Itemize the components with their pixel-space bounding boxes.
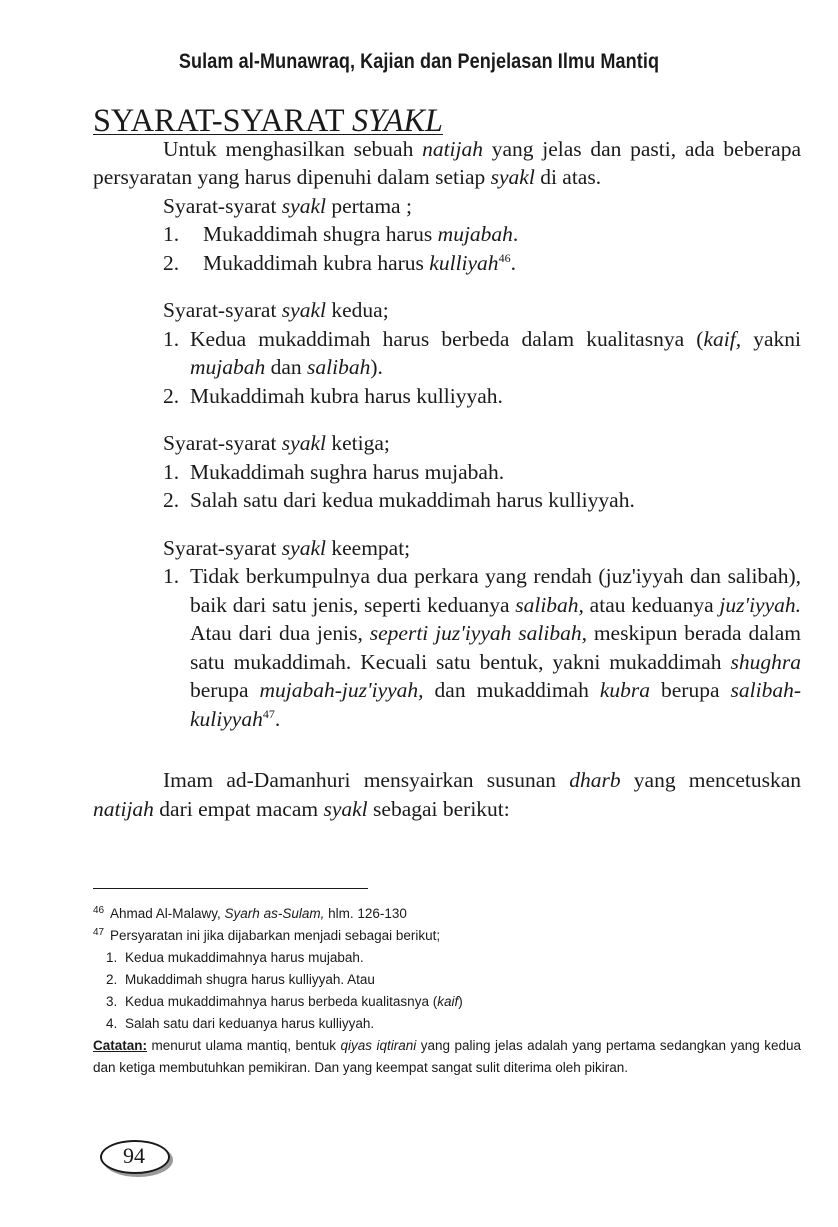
list-text: Salah satu dari kedua mukaddimah harus kulliyyah. [190,488,635,512]
group-heading-text: ketiga; [325,431,390,455]
group-heading-text: kedua; [325,298,389,322]
list-text: Kedua mukaddimah harus berbeda dalam kualitasnya ( [190,326,704,351]
closing-text: Imam ad-Damanhuri mensyairkan susunan [163,768,570,792]
section-title-italic: SYAKL [352,102,443,138]
list-italic: mujabah-juz'iyyah, [259,678,424,702]
condition-group-3 [93,429,801,515]
closing-italic: syakl [323,796,368,821]
footnote-text: Persyaratan ini jika dijabarkan menjadi sebagai berikut; [110,928,441,943]
list-text: . [274,706,281,731]
footnote-number: 46 [93,905,105,916]
footnote-list-text: ) [458,994,463,1009]
list-item [163,325,801,382]
footnote-number: 47 [93,927,105,938]
condition-group-1 [93,192,801,278]
list-item [163,486,801,515]
condition-list [163,325,801,411]
closing-paragraph [93,766,801,823]
list-text: ). [370,355,383,379]
list-text: dan mukaddimah [423,678,600,702]
note-italic: qiyas iqtirani [340,1038,417,1053]
group-heading-text: pertama ; [325,193,412,218]
list-italic: seperti juz'iyyah salibah, [369,621,587,645]
list-number: 2. [163,383,180,408]
running-header: Sulam al-Munawraq, Kajian dan Penjelasan Ilmu Mantiq [178,50,660,73]
list-text: meskipun berada dalam satu mukaddimah. Kecuali satu bentuk, yakni mukaddimah [190,621,801,674]
list-text: Mukaddimah sughra harus mujabah. [190,459,505,484]
footnote-list-text: Salah satu dari keduanya harus kulliyyah. [125,1016,375,1031]
footnote-ref-46[interactable]: 46 [498,250,511,265]
list-number: 1. [163,459,180,484]
group-heading-text: keempat; [325,535,411,560]
list-italic: kaif, [703,326,742,351]
page-number: 94 [123,1143,145,1168]
footnote-list-number: 1. [106,950,118,965]
footnote-list-item [93,991,801,1013]
group-heading [163,192,801,221]
group-heading [163,534,801,563]
main-content [93,102,802,823]
group-heading [163,296,801,325]
footnote-italic: Syarh as-Sulam, [224,906,325,921]
condition-list [163,220,801,277]
list-number: 2. [163,250,180,275]
group-heading-text: Syarat-syarat [163,535,282,560]
list-italic: salibah, [515,592,584,617]
list-item [163,382,801,411]
list-number: 1. [163,326,180,351]
footnote-list-text: Mukaddimah shugra harus kulliyyah. Atau [125,972,375,987]
list-text: Mukaddimah shugra harus [203,222,438,246]
closing-text: sebagai berikut: [367,796,510,821]
intro-italic: syakl [490,165,535,189]
group-heading-italic: syakl [281,298,326,322]
list-text: yakni [741,326,801,351]
list-italic: mujabah [190,355,266,379]
group-heading-text: Syarat-syarat [163,193,282,218]
closing-italic: natijah [93,796,154,821]
footnote-note [93,1035,801,1079]
footnote-list-number: 4. [106,1016,118,1031]
footnote-ref-47[interactable]: 47 [262,706,275,721]
closing-text: dari empat macam [153,796,324,821]
footnote-list-italic: kaif [437,994,459,1009]
footnote-list-number: 2. [106,972,118,987]
list-text: dan [265,355,308,379]
footnote-list-text: Kedua mukaddimahnya harus mujabah. [125,950,364,965]
page-number-badge [100,1140,170,1174]
closing-italic: dharb [569,768,621,792]
footnote-46 [93,903,801,925]
list-text: Atau dari dua jenis, [190,621,370,645]
list-text: Tidak berkumpulnya dua perkara yang rendah (juz'iyyah dan salibah), baik dari satu jenis, seperti keduanya [190,564,801,617]
footnote-list-item [93,969,801,991]
footnote-divider [93,888,368,889]
footnotes [93,903,801,1079]
group-heading-italic: syakl [281,193,326,218]
condition-list [163,562,801,733]
list-item [163,458,801,487]
condition-list [163,458,801,515]
condition-group-4 [93,534,801,734]
group-heading-italic: syakl [281,431,326,455]
footnote-47 [93,925,801,947]
list-italic: kubra [599,678,651,702]
group-heading-text: Syarat-syarat [163,298,282,322]
intro-paragraph [93,135,801,192]
list-item [163,220,801,249]
intro-text: di atas. [534,165,602,189]
closing-text: yang mencetuskan [620,768,802,792]
intro-text: yang jelas dan pasti, ada beberapa persyaratan yang harus dipenuhi dalam setiap [93,136,801,189]
footnote-list-item [93,1013,801,1035]
list-text: atau keduanya [583,592,720,617]
list-text: . [510,250,516,275]
section-title-text: SYARAT-SYARAT [93,102,352,138]
list-text: berupa [650,678,731,702]
list-text: Mukaddimah kubra harus [203,250,430,275]
list-italic: salibah-kuliyyah [190,678,801,731]
list-text: . [512,222,519,246]
list-italic: juz'iyyah. [719,592,801,617]
group-heading [163,429,801,458]
list-text: berupa [190,678,260,702]
list-text: Mukaddimah kubra harus kulliyyah. [190,383,503,408]
list-item [163,249,801,278]
group-heading-text: Syarat-syarat [163,431,282,455]
footnote-text: Ahmad Al-Malawy, [110,906,225,921]
condition-group-2 [93,296,801,410]
list-number: 1. [163,564,180,588]
intro-italic: natijah [422,136,483,161]
note-text: yang paling jelas adalah yang pertama sedangkan yang kedua dan ketiga membutuhkan pemikiran. Dan yang keempat sangat sulit diterima oleh pikiran. [93,1038,801,1075]
list-italic: salibah [307,355,371,379]
list-italic: kulliyah [429,250,499,275]
note-label: Catatan: [93,1038,148,1053]
list-italic: shughra [730,649,801,674]
intro-text: Untuk menghasilkan sebuah [163,136,423,161]
note-text: menurut ulama mantiq, bentuk [147,1038,341,1053]
footnote-list [93,947,801,1035]
list-italic: mujabah [437,222,513,246]
list-number: 2. [163,488,180,512]
list-item [163,562,801,733]
footnote-list-text: Kedua mukaddimahnya harus berbeda kualitasnya ( [125,994,438,1009]
group-heading-italic: syakl [281,535,326,560]
footnote-list-number: 3. [106,994,118,1009]
section-title [93,102,801,138]
list-number: 1. [163,222,180,246]
footnote-list-item [93,947,801,969]
footnote-text: hlm. 126-130 [324,906,407,921]
